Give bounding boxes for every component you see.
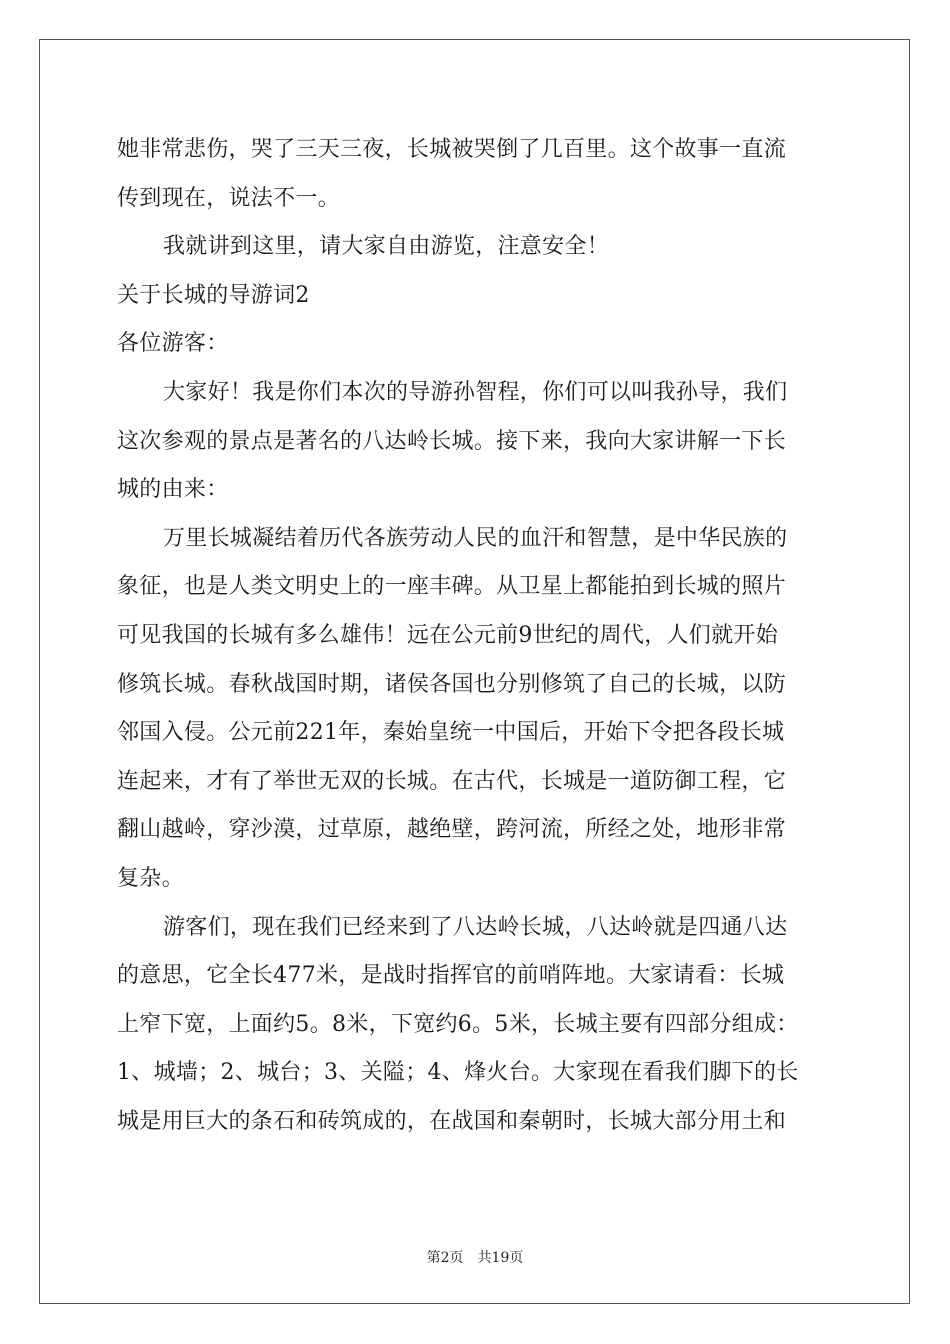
page-number: 第2页 xyxy=(426,1250,464,1266)
text-line: 城的由来： xyxy=(117,477,229,503)
text-line: 象征，也是人类文明史上的一座丰碑。从卫星上都能拍到长城的照片 xyxy=(117,574,787,600)
text-line: 关于长城的导游词2 xyxy=(117,282,310,308)
page-total: 共19页 xyxy=(477,1250,524,1266)
text-line: 大家好！我是你们本次的导游孙智程，你们可以叫我孙导，我们 xyxy=(163,379,788,405)
text-line: 她非常悲伤，哭了三天三夜，长城被哭倒了几百里。这个故事一直流 xyxy=(117,137,787,162)
text-line: 邻国入侵。公元前221年，秦始皇统一中国后，开始下令把各段长城 xyxy=(117,720,785,746)
text-line: 游客们，现在我们已经来到了八达岭长城，八达岭就是四通八达 xyxy=(163,914,788,940)
text-line: 1、城墙；2、城台；3、关隘；4、烽火台。大家现在看我们脚下的长 xyxy=(117,1060,799,1086)
text-line: 可见我国的长城有多么雄伟！远在公元前9世纪的周代，人们就开始 xyxy=(117,622,778,648)
text-line: 各位游客： xyxy=(117,331,229,357)
text-line: 翻山越岭，穿沙漠，过草原，越绝壁，跨河流，所经之处，地形非常 xyxy=(117,817,787,843)
text-line: 万里长城凝结着历代各族劳动人民的血汗和智慧，是中华民族的 xyxy=(163,525,788,551)
text-line: 上窄下宽，上面约5。8米，下宽约6。5米，长城主要有四部分组成： xyxy=(117,1011,799,1037)
text-line: 这次参观的景点是著名的八达岭长城。接下来，我向大家讲解一下长 xyxy=(117,428,787,454)
text-line: 修筑长城。春秋战国时期，诸侯各国也分别修筑了自己的长城，以防 xyxy=(117,671,787,697)
document-body xyxy=(117,126,837,1146)
text-line: 连起来，才有了举世无双的长城。在古代，长城是一道防御工程，它 xyxy=(117,768,787,794)
text-line: 城是用巨大的条石和砖筑成的，在战国和秦朝时，长城大部分用土和 xyxy=(117,1108,787,1134)
text-line: 传到现在，说法不一。 xyxy=(117,185,341,211)
text-line: 我就讲到这里，请大家自由游览，注意安全！ xyxy=(163,234,610,260)
text-line: 的意思，它全长477米，是战时指挥官的前哨阵地。大家请看：长城 xyxy=(117,963,785,989)
page-footer xyxy=(0,1247,950,1267)
text-line: 复杂。 xyxy=(117,865,184,891)
